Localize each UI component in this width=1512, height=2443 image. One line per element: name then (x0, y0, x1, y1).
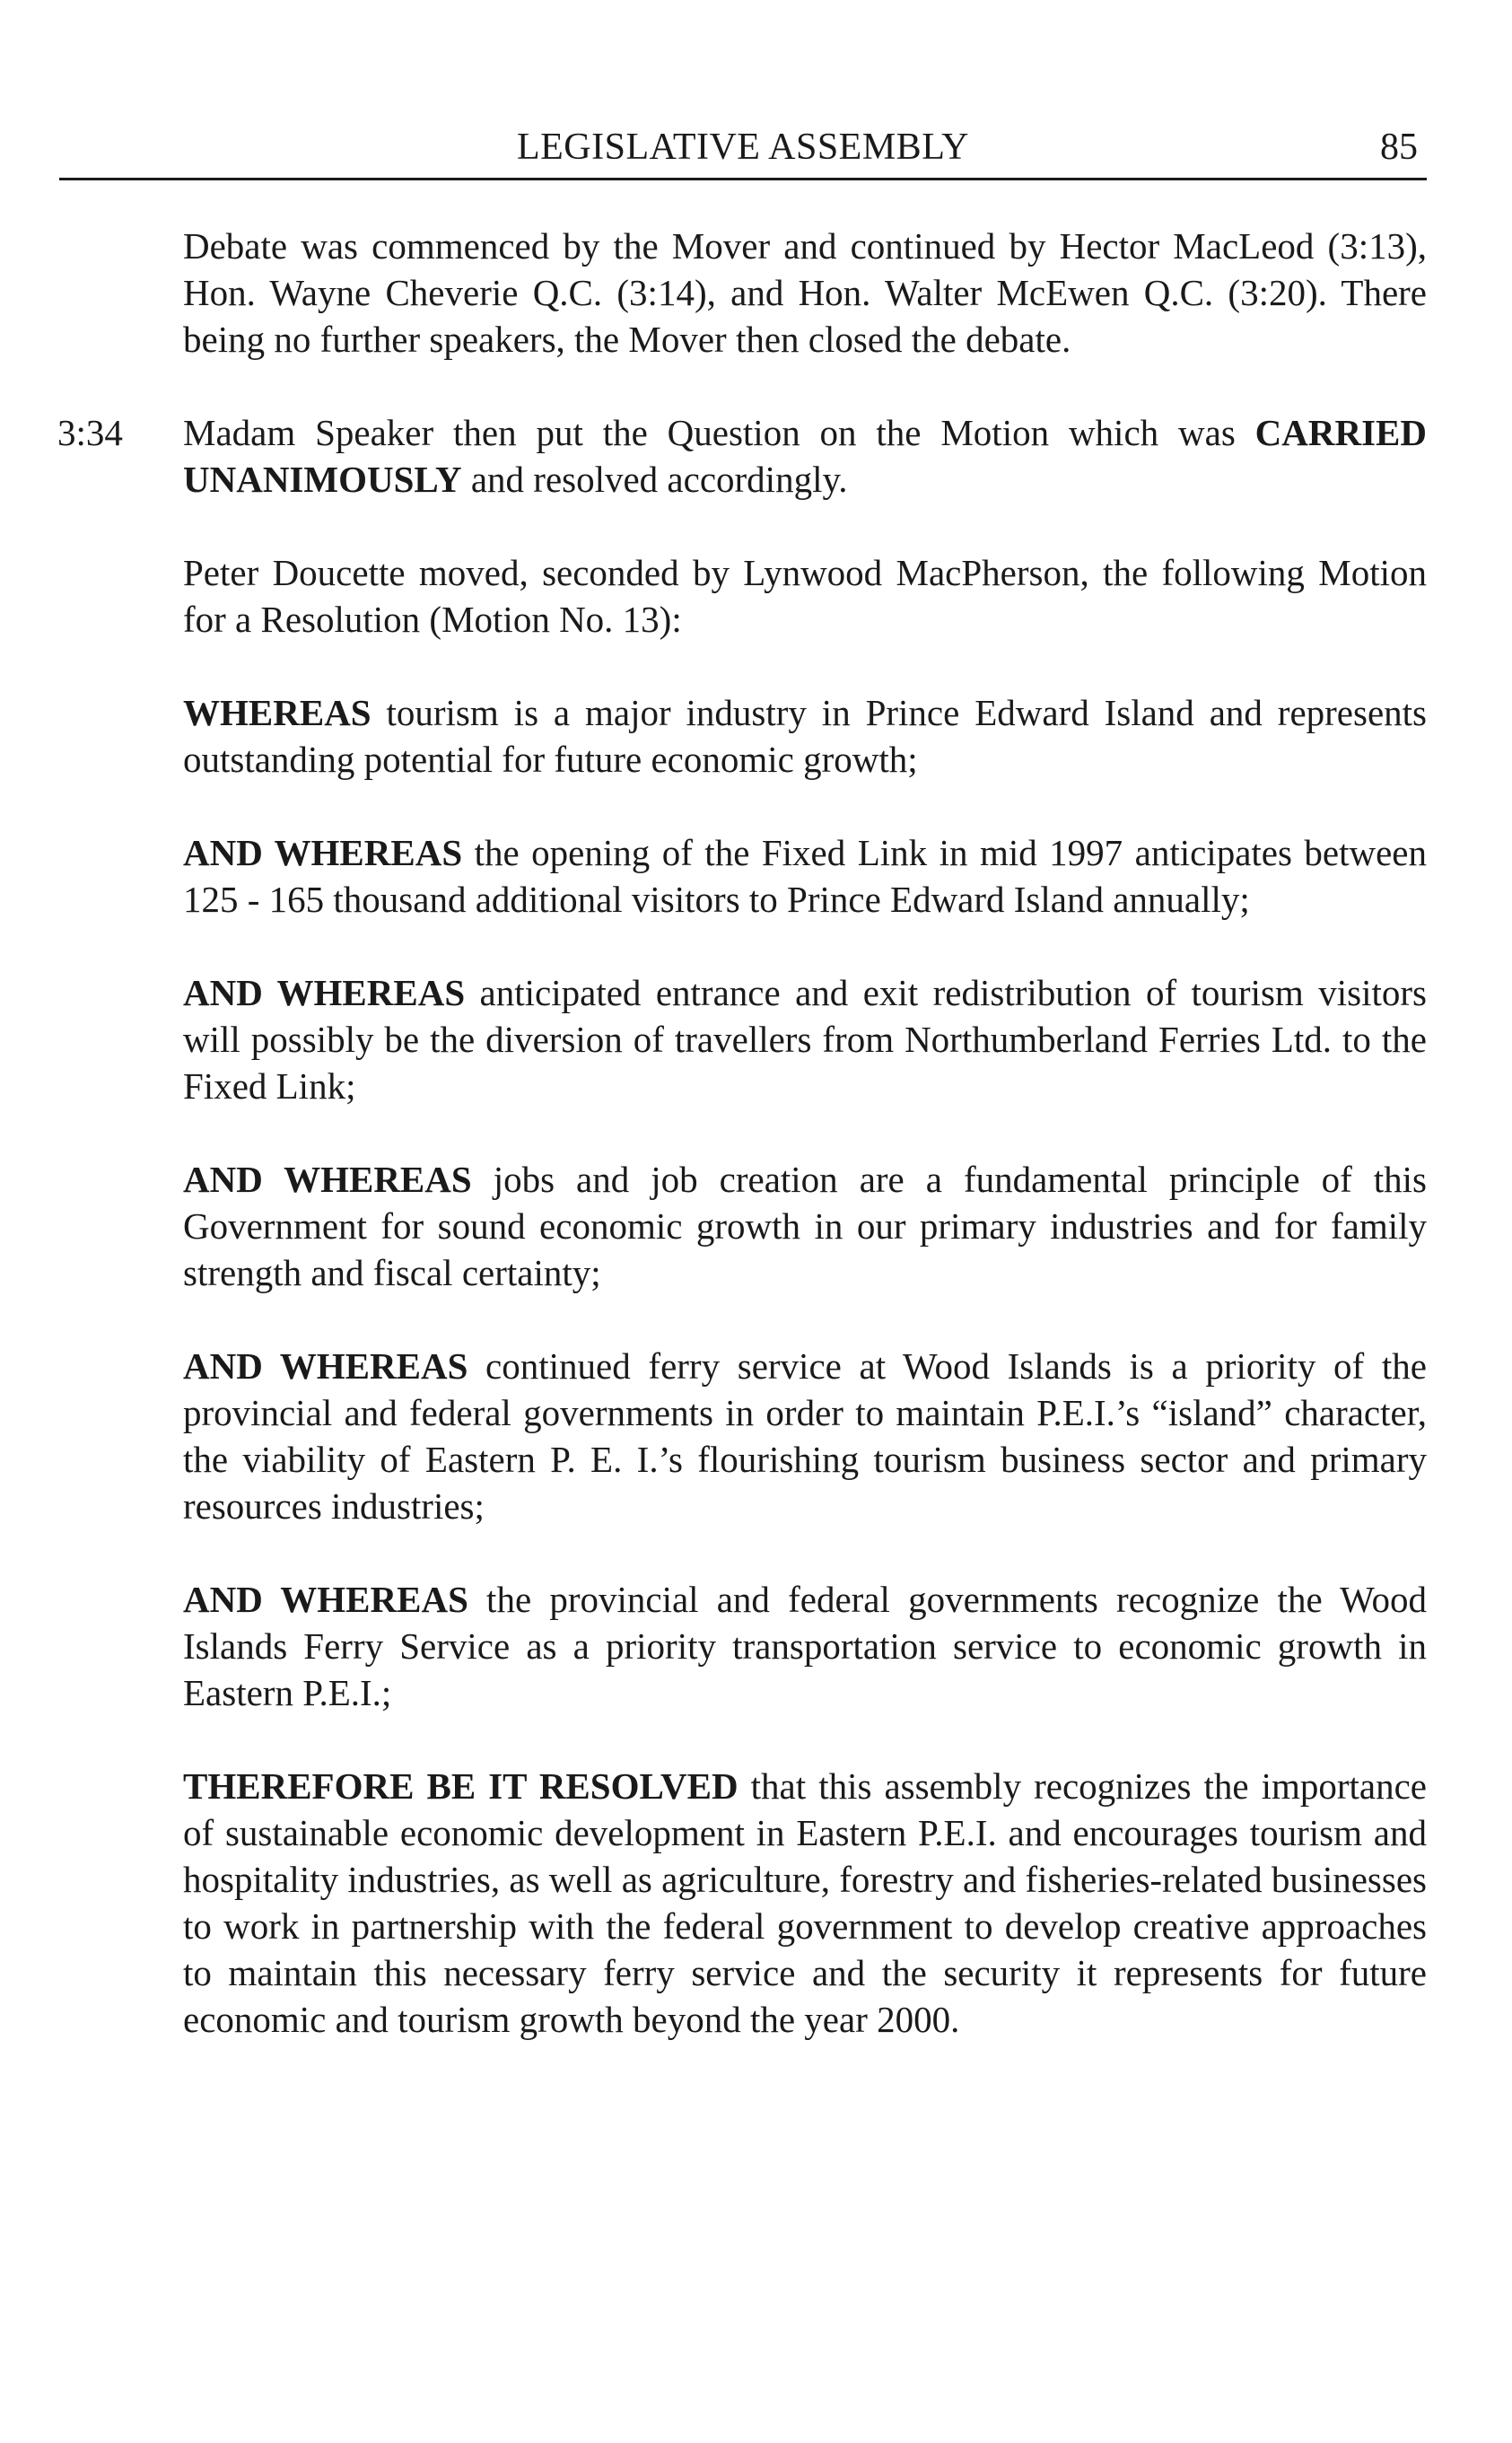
debate-text: Debate was commenced by the Mover and continued by Hector MacLeod (3:13), Hon. Wayne Cheverie Q.C. (3:14), and Hon. Walter McEwen Q.C. (3:20). There being no further speakers, the Mover then closed the debate. (183, 225, 1427, 360)
motion-intro-text: Peter Doucette moved, seconded by Lynwood MacPherson, the following Motion for a Resolution (Motion No. 13): (183, 552, 1427, 640)
question-paragraph (57, 409, 1427, 503)
whereas-text: tourism is a major industry in Prince Edward Island and represents outstanding potential for future economic growth; (183, 692, 1427, 780)
resolved-keyword: THEREFORE BE IT RESOLVED (183, 1765, 739, 1807)
whereas-keyword: AND WHEREAS (183, 1579, 468, 1620)
whereas-keyword: WHEREAS (183, 692, 371, 733)
whereas-paragraph-1 (183, 689, 1427, 783)
whereas-text: the provincial and federal governments recognize the Wood Islands Ferry Service as a priority transportation service to economic growth in Eastern P.E.I.; (183, 1579, 1427, 1713)
whereas-text: anticipated entrance and exit redistribution of tourism visitors will possibly be the diversion of travellers from Northumberland Ferries Ltd. to the Fixed Link; (183, 972, 1427, 1107)
carried-unanimously: CARRIED UNANIMOUSLY (183, 412, 1427, 500)
whereas-paragraph-2 (183, 829, 1427, 923)
body-text (57, 223, 1428, 2089)
resolved-paragraph (183, 1763, 1427, 2043)
whereas-keyword: AND WHEREAS (183, 972, 466, 1013)
whereas-paragraph-4 (183, 1156, 1427, 1296)
whereas-keyword: AND WHEREAS (183, 1159, 472, 1200)
whereas-paragraph-3 (183, 969, 1427, 1109)
resolved-text: that this assembly recognizes the importance of sustainable economic development in Eastern P.E.I. and encourages tourism and hospitality industries, as well as agriculture, forestry and fisheries-related businesses to work in partnership with the federal government to develop creative approaches to maintain this necessary ferry service and the security it represents for future economic and tourism growth beyond the year 2000. (183, 1765, 1428, 2040)
whereas-text: the opening of the Fixed Link in mid 1997 anticipates between 125 - 165 thousand additional visitors to Prince Edward Island annually; (183, 832, 1427, 920)
whereas-paragraph-5 (183, 1343, 1427, 1529)
whereas-text: jobs and job creation are a fundamental principle of this Government for sound economic growth in our primary industries and for family strength and fiscal certainty; (183, 1159, 1427, 1293)
question-text-before: Madam Speaker then put the Question on the Motion which was (183, 412, 1255, 453)
page-header (59, 124, 1427, 180)
question-text-after: and resolved accordingly. (461, 459, 848, 500)
debate-paragraph (183, 223, 1427, 363)
whereas-paragraph-6 (183, 1576, 1427, 1716)
motion-intro-paragraph (183, 549, 1427, 643)
margin-timestamp: 3:34 (57, 412, 123, 453)
running-title: LEGISLATIVE ASSEMBLY (517, 127, 969, 168)
page-number: 85 (1380, 127, 1418, 168)
whereas-text: continued ferry service at Wood Islands is a priority of the provincial and federal governments in order to maintain P.E.I.’s “island” character, the viability of Eastern P. E. I.’s flourishing tourism business sector and primary resources industries; (183, 1345, 1427, 1527)
whereas-keyword: AND WHEREAS (183, 1345, 468, 1387)
whereas-keyword: AND WHEREAS (183, 832, 463, 873)
